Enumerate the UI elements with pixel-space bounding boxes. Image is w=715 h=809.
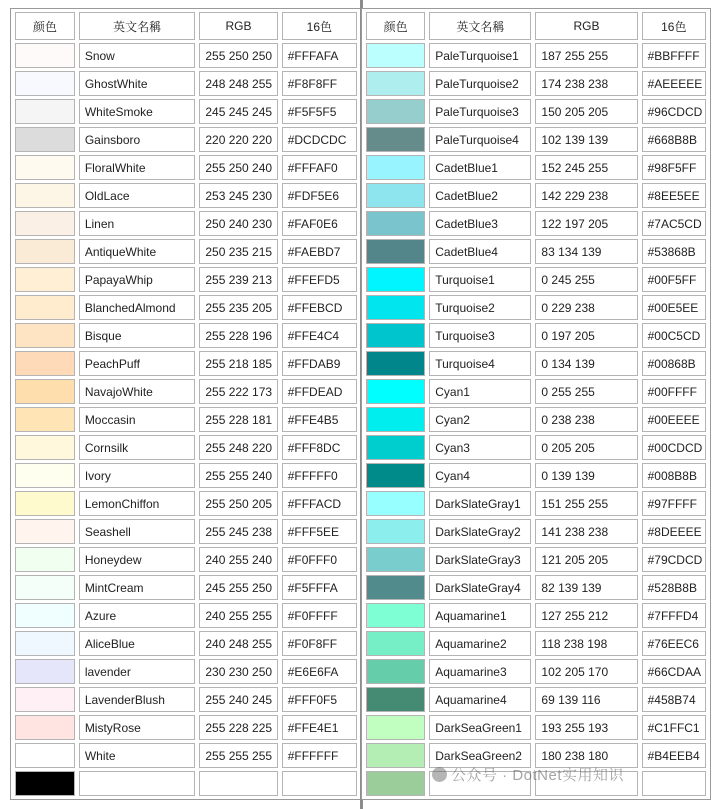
color-swatch <box>366 323 425 348</box>
color-swatch <box>15 323 75 348</box>
color-swatch <box>15 407 75 432</box>
rgb-value: 240 255 240 <box>199 547 277 572</box>
color-name: White <box>79 743 196 768</box>
hex-value: #98F5FF <box>642 155 706 180</box>
rgb-value: 142 229 238 <box>535 183 637 208</box>
watermark <box>432 764 624 785</box>
hex-value: #66CDAA <box>642 659 706 684</box>
hex-value: #00CDCD <box>642 435 706 460</box>
color-name: Gainsboro <box>79 127 196 152</box>
color-name: Azure <box>79 603 196 628</box>
table-row <box>15 127 357 152</box>
table-row <box>366 239 706 264</box>
color-swatch <box>15 295 75 320</box>
color-swatch <box>366 71 425 96</box>
table-row <box>15 99 357 124</box>
rgb-value: 255 228 181 <box>199 407 277 432</box>
hex-value: #53868B <box>642 239 706 264</box>
table-row <box>15 155 357 180</box>
wechat-icon <box>432 767 447 782</box>
rgb-value: 245 255 250 <box>199 575 277 600</box>
hex-value: #76EEC6 <box>642 631 706 656</box>
table-row <box>15 743 357 768</box>
color-name: Aquamarine3 <box>429 659 531 684</box>
color-swatch <box>15 183 75 208</box>
rgb-value: 255 228 225 <box>199 715 277 740</box>
table-cell <box>282 771 357 796</box>
color-name: DarkSlateGray4 <box>429 575 531 600</box>
table-row <box>366 267 706 292</box>
rgb-value: 255 222 173 <box>199 379 277 404</box>
color-name: LavenderBlush <box>79 687 196 712</box>
rgb-value: 151 255 255 <box>535 491 637 516</box>
rgb-value: 255 235 205 <box>199 295 277 320</box>
hex-value: #528B8B <box>642 575 706 600</box>
color-swatch <box>15 687 75 712</box>
table-row <box>366 183 706 208</box>
hex-value: #97FFFF <box>642 491 706 516</box>
table-row <box>366 603 706 628</box>
hex-value: #008B8B <box>642 463 706 488</box>
table-row <box>366 323 706 348</box>
hex-value: #7FFFD4 <box>642 603 706 628</box>
table-row <box>366 715 706 740</box>
table-row <box>366 463 706 488</box>
color-swatch <box>366 575 425 600</box>
rgb-value: 102 205 170 <box>535 659 637 684</box>
color-swatch <box>366 519 425 544</box>
rgb-value: 255 255 255 <box>199 743 277 768</box>
color-name: Aquamarine1 <box>429 603 531 628</box>
table-row <box>366 435 706 460</box>
rgb-value: 250 240 230 <box>199 211 277 236</box>
table-row <box>366 547 706 572</box>
color-swatch <box>366 99 425 124</box>
color-swatch <box>15 71 75 96</box>
table-row <box>366 295 706 320</box>
color-swatch <box>15 43 75 68</box>
table-row <box>15 43 357 68</box>
color-name: Honeydew <box>79 547 196 572</box>
table-row <box>15 547 357 572</box>
color-swatch <box>366 183 425 208</box>
color-swatch <box>15 659 75 684</box>
color-name: CadetBlue2 <box>429 183 531 208</box>
color-swatch <box>15 379 75 404</box>
color-name: BlanchedAlmond <box>79 295 196 320</box>
table-row <box>366 351 706 376</box>
hex-value: #668B8B <box>642 127 706 152</box>
color-name: lavender <box>79 659 196 684</box>
hex-value: #F5F5F5 <box>282 99 357 124</box>
hex-value: #FFFFF0 <box>282 463 357 488</box>
hex-value: #FFFACD <box>282 491 357 516</box>
table-row <box>15 603 357 628</box>
color-name: WhiteSmoke <box>79 99 196 124</box>
color-swatch <box>15 435 75 460</box>
rgb-value: 82 139 139 <box>535 575 637 600</box>
color-swatch <box>366 771 425 796</box>
rgb-value: 69 139 116 <box>535 687 637 712</box>
color-name: GhostWhite <box>79 71 196 96</box>
color-swatch <box>15 771 75 796</box>
rgb-value: 127 255 212 <box>535 603 637 628</box>
color-swatch <box>15 743 75 768</box>
hex-value: #00E5EE <box>642 295 706 320</box>
rgb-value: 152 245 255 <box>535 155 637 180</box>
hex-value: #FFFFFF <box>282 743 357 768</box>
header-rgb: RGB <box>535 12 637 40</box>
rgb-value: 180 238 180 <box>535 743 637 768</box>
hex-value: #7AC5CD <box>642 211 706 236</box>
color-name: Aquamarine4 <box>429 687 531 712</box>
color-name: DarkSeaGreen2 <box>429 743 531 768</box>
header-hex: 16色 <box>642 12 706 40</box>
table-body-left <box>15 43 357 796</box>
rgb-value: 230 230 250 <box>199 659 277 684</box>
table-row <box>15 295 357 320</box>
color-name: OldLace <box>79 183 196 208</box>
hex-value: #458B74 <box>642 687 706 712</box>
color-swatch <box>15 603 75 628</box>
color-name: MistyRose <box>79 715 196 740</box>
hex-value: #00868B <box>642 351 706 376</box>
color-name: CadetBlue1 <box>429 155 531 180</box>
table-row <box>366 407 706 432</box>
hex-value: #AEEEEE <box>642 71 706 96</box>
rgb-value: 245 245 245 <box>199 99 277 124</box>
color-name: Bisque <box>79 323 196 348</box>
hex-value: #00EEEE <box>642 407 706 432</box>
hex-value: #00FFFF <box>642 379 706 404</box>
hex-value: #FFF5EE <box>282 519 357 544</box>
color-swatch <box>366 155 425 180</box>
rgb-value: 121 205 205 <box>535 547 637 572</box>
color-name: PaleTurquoise3 <box>429 99 531 124</box>
rgb-value: 248 248 255 <box>199 71 277 96</box>
table-row <box>366 71 706 96</box>
hex-value: #F0F8FF <box>282 631 357 656</box>
color-swatch <box>15 715 75 740</box>
color-swatch <box>15 491 75 516</box>
rgb-value: 255 248 220 <box>199 435 277 460</box>
color-name: Cyan3 <box>429 435 531 460</box>
hex-value: #FFFAFA <box>282 43 357 68</box>
hex-value: #79CDCD <box>642 547 706 572</box>
table-cell <box>79 771 196 796</box>
color-name: FloralWhite <box>79 155 196 180</box>
header-hex: 16色 <box>282 12 357 40</box>
table-row <box>366 631 706 656</box>
table-row-partial <box>15 771 357 796</box>
hex-value: #8EE5EE <box>642 183 706 208</box>
color-swatch <box>366 211 425 236</box>
table-row <box>15 463 357 488</box>
color-swatch <box>366 659 425 684</box>
rgb-value: 240 255 255 <box>199 603 277 628</box>
table-row <box>366 99 706 124</box>
header-name: 英文名稱 <box>429 12 531 40</box>
hex-value: #FDF5E6 <box>282 183 357 208</box>
color-swatch <box>366 631 425 656</box>
hex-value: #FFDEAD <box>282 379 357 404</box>
table-row <box>15 659 357 684</box>
table-row <box>366 491 706 516</box>
color-name: Cyan1 <box>429 379 531 404</box>
hex-value: #F0FFF0 <box>282 547 357 572</box>
color-swatch <box>366 743 425 768</box>
table-row <box>15 519 357 544</box>
table-row <box>15 323 357 348</box>
rgb-value: 141 238 238 <box>535 519 637 544</box>
rgb-value: 255 255 240 <box>199 463 277 488</box>
table-row <box>15 239 357 264</box>
rgb-value: 253 245 230 <box>199 183 277 208</box>
color-swatch <box>15 351 75 376</box>
table-row <box>366 575 706 600</box>
color-name: Ivory <box>79 463 196 488</box>
rgb-value: 150 205 205 <box>535 99 637 124</box>
hex-value: #FFDAB9 <box>282 351 357 376</box>
color-swatch <box>15 463 75 488</box>
table-row <box>366 379 706 404</box>
color-swatch <box>366 295 425 320</box>
hex-value: #FFEBCD <box>282 295 357 320</box>
color-swatch <box>366 687 425 712</box>
color-name: PaleTurquoise1 <box>429 43 531 68</box>
table-row <box>15 715 357 740</box>
color-swatch <box>15 519 75 544</box>
hex-value: #BBFFFF <box>642 43 706 68</box>
rgb-value: 0 205 205 <box>535 435 637 460</box>
hex-value: #B4EEB4 <box>642 743 706 768</box>
hex-value: #F5FFFA <box>282 575 357 600</box>
color-swatch <box>366 267 425 292</box>
table-row <box>15 575 357 600</box>
rgb-value: 255 239 213 <box>199 267 277 292</box>
table-row <box>15 71 357 96</box>
rgb-value: 102 139 139 <box>535 127 637 152</box>
table-row <box>366 659 706 684</box>
hex-value: #8DEEEE <box>642 519 706 544</box>
color-swatch <box>366 603 425 628</box>
hex-value: #F8F8FF <box>282 71 357 96</box>
table-row <box>15 351 357 376</box>
table-row <box>366 211 706 236</box>
color-swatch <box>366 435 425 460</box>
color-swatch <box>15 547 75 572</box>
hex-value: #FFE4B5 <box>282 407 357 432</box>
color-swatch <box>366 379 425 404</box>
header-row <box>15 12 357 40</box>
color-name: DarkSlateGray3 <box>429 547 531 572</box>
table-row <box>15 435 357 460</box>
color-swatch <box>15 211 75 236</box>
rgb-value: 83 134 139 <box>535 239 637 264</box>
color-name: Cyan2 <box>429 407 531 432</box>
rgb-value: 193 255 193 <box>535 715 637 740</box>
color-name: CadetBlue3 <box>429 211 531 236</box>
color-name: PeachPuff <box>79 351 196 376</box>
table-body-right <box>366 43 706 796</box>
table-row <box>15 267 357 292</box>
table-row <box>366 687 706 712</box>
hex-value: #00F5FF <box>642 267 706 292</box>
color-name: DarkSlateGray1 <box>429 491 531 516</box>
color-name: Turquoise2 <box>429 295 531 320</box>
header-color: 颜色 <box>366 12 425 40</box>
table-row <box>366 43 706 68</box>
color-name: PaleTurquoise4 <box>429 127 531 152</box>
hex-value: #00C5CD <box>642 323 706 348</box>
table-row <box>366 127 706 152</box>
rgb-value: 255 250 205 <box>199 491 277 516</box>
color-swatch <box>366 239 425 264</box>
color-name: NavajoWhite <box>79 379 196 404</box>
color-swatch <box>366 715 425 740</box>
table-row <box>15 379 357 404</box>
rgb-value: 174 238 238 <box>535 71 637 96</box>
color-swatch <box>366 127 425 152</box>
color-swatch <box>15 631 75 656</box>
color-swatch <box>15 155 75 180</box>
table-cell <box>642 771 706 796</box>
color-name: AliceBlue <box>79 631 196 656</box>
rgb-value: 255 240 245 <box>199 687 277 712</box>
hex-value: #FAF0E6 <box>282 211 357 236</box>
color-swatch <box>366 463 425 488</box>
color-swatch <box>15 239 75 264</box>
header-row <box>366 12 706 40</box>
hex-value: #F0FFFF <box>282 603 357 628</box>
color-name: AntiqueWhite <box>79 239 196 264</box>
watermark-text: 公众号 · DotNet实用知识 <box>451 767 625 784</box>
table-row <box>15 631 357 656</box>
color-name: Moccasin <box>79 407 196 432</box>
color-name: Turquoise1 <box>429 267 531 292</box>
color-swatch <box>15 575 75 600</box>
color-swatch <box>366 491 425 516</box>
color-table-right <box>361 8 711 800</box>
hex-value: #FAEBD7 <box>282 239 357 264</box>
rgb-value: 220 220 220 <box>199 127 277 152</box>
hex-value: #FFF0F5 <box>282 687 357 712</box>
table-row <box>15 407 357 432</box>
rgb-value: 255 245 238 <box>199 519 277 544</box>
rgb-value: 0 245 255 <box>535 267 637 292</box>
color-swatch <box>366 43 425 68</box>
color-name: MintCream <box>79 575 196 600</box>
table-row <box>15 687 357 712</box>
hex-value: #FFFAF0 <box>282 155 357 180</box>
hex-value: #E6E6FA <box>282 659 357 684</box>
color-name: PaleTurquoise2 <box>429 71 531 96</box>
rgb-value: 255 228 196 <box>199 323 277 348</box>
hex-value: #FFEFD5 <box>282 267 357 292</box>
rgb-value: 0 139 139 <box>535 463 637 488</box>
header-rgb: RGB <box>199 12 277 40</box>
color-name: DarkSlateGray2 <box>429 519 531 544</box>
color-name: Seashell <box>79 519 196 544</box>
color-name: LemonChiffon <box>79 491 196 516</box>
color-swatch <box>366 351 425 376</box>
hex-value: #DCDCDC <box>282 127 357 152</box>
rgb-value: 118 238 198 <box>535 631 637 656</box>
color-name: Aquamarine2 <box>429 631 531 656</box>
color-swatch <box>366 547 425 572</box>
color-name: CadetBlue4 <box>429 239 531 264</box>
hex-value: #FFE4E1 <box>282 715 357 740</box>
table-row <box>15 491 357 516</box>
rgb-value: 240 248 255 <box>199 631 277 656</box>
hex-value: #FFF8DC <box>282 435 357 460</box>
rgb-value: 255 250 250 <box>199 43 277 68</box>
color-name: Linen <box>79 211 196 236</box>
hex-value: #C1FFC1 <box>642 715 706 740</box>
table-row <box>366 519 706 544</box>
color-name: Cornsilk <box>79 435 196 460</box>
rgb-value: 255 218 185 <box>199 351 277 376</box>
rgb-value: 122 197 205 <box>535 211 637 236</box>
header-name: 英文名稱 <box>79 12 196 40</box>
hex-value: #96CDCD <box>642 99 706 124</box>
rgb-value: 0 134 139 <box>535 351 637 376</box>
color-name: Snow <box>79 43 196 68</box>
hex-value: #FFE4C4 <box>282 323 357 348</box>
color-name: Turquoise3 <box>429 323 531 348</box>
color-name: Turquoise4 <box>429 351 531 376</box>
rgb-value: 255 250 240 <box>199 155 277 180</box>
rgb-value: 0 229 238 <box>535 295 637 320</box>
table-row <box>15 211 357 236</box>
color-swatch <box>366 407 425 432</box>
rgb-value: 0 197 205 <box>535 323 637 348</box>
color-swatch <box>15 267 75 292</box>
rgb-value: 0 255 255 <box>535 379 637 404</box>
rgb-value: 187 255 255 <box>535 43 637 68</box>
table-cell <box>199 771 277 796</box>
color-swatch <box>15 127 75 152</box>
color-table-left <box>10 8 362 800</box>
color-name: PapayaWhip <box>79 267 196 292</box>
rgb-value: 250 235 215 <box>199 239 277 264</box>
color-name: Cyan4 <box>429 463 531 488</box>
table-row <box>15 183 357 208</box>
header-color: 颜色 <box>15 12 75 40</box>
color-swatch <box>15 99 75 124</box>
rgb-value: 0 238 238 <box>535 407 637 432</box>
table-row <box>366 155 706 180</box>
color-name: DarkSeaGreen1 <box>429 715 531 740</box>
